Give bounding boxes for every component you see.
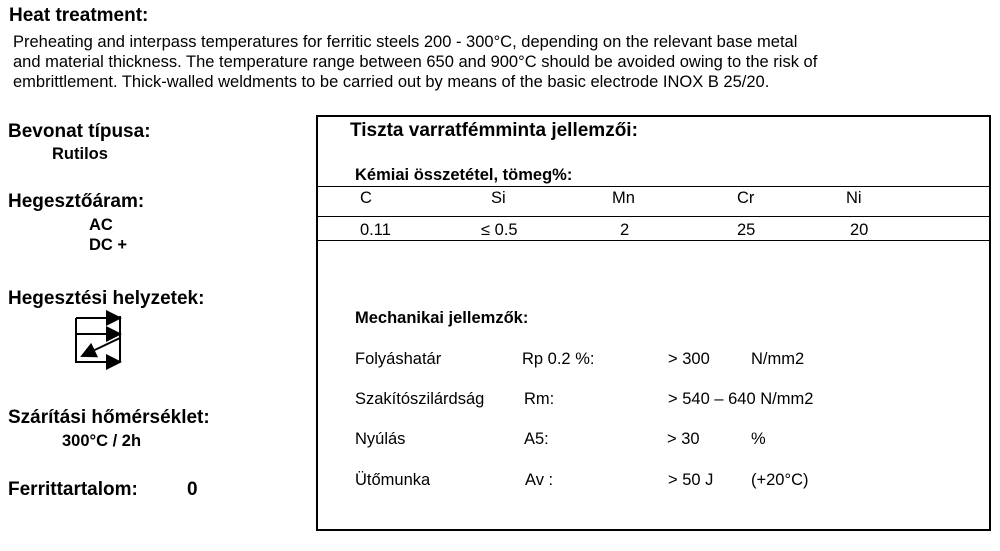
chem-header-si: Si <box>491 189 506 207</box>
current-label: Hegesztőáram: <box>8 191 145 212</box>
chem-values-bottom-rule <box>316 240 991 241</box>
drying-label: Szárítási hőmérséklet: <box>8 407 210 428</box>
mech-row-value: > 540 – 640 N/mm2 <box>668 390 814 408</box>
mech-row-name: Szakítószilárdság <box>355 390 485 408</box>
chem-value-ni: 20 <box>850 221 869 239</box>
chem-value-si: ≤ 0.5 <box>481 221 518 239</box>
chem-header-mn: Mn <box>612 189 635 207</box>
mech-row-symbol: Rp 0.2 %: <box>522 350 595 368</box>
current-value-dc: DC + <box>89 236 128 254</box>
chem-header-top-rule <box>316 186 991 187</box>
mech-row-unit: N/mm2 <box>751 350 805 368</box>
mech-row-unit: % <box>751 430 766 448</box>
positions-label: Hegesztési helyzetek: <box>8 288 205 309</box>
welding-positions-icon <box>66 310 130 372</box>
box-title: Tiszta varratfémminta jellemzői: <box>350 120 638 141</box>
mech-row-symbol: Av : <box>525 471 554 489</box>
heat-treatment-line-3: embrittlement. Thick-walled weldments to be carried out by means of the basic electrode INOX B 25/20. <box>13 73 770 91</box>
chem-header-bottom-rule <box>316 216 991 217</box>
ferrite-value: 0 <box>187 479 198 500</box>
heat-treatment-line-2: and material thickness. The temperature range between 650 and 900°C should be avoided owing to the risk of <box>13 53 818 71</box>
chem-header-c: C <box>360 189 372 207</box>
mech-row-value: > 30 <box>667 430 700 448</box>
coating-value: Rutilos <box>52 145 108 163</box>
mech-row-name: Nyúlás <box>355 430 406 448</box>
current-value-ac: AC <box>89 216 113 234</box>
chem-header-cr: Cr <box>737 189 755 207</box>
chem-header-ni: Ni <box>846 189 862 207</box>
mech-row-symbol: Rm: <box>524 390 555 408</box>
ferrite-label: Ferrittartalom: <box>8 479 138 500</box>
mech-row-value: > 300 <box>668 350 710 368</box>
mech-row-name: Folyáshatár <box>355 350 442 368</box>
coating-label: Bevonat típusa: <box>8 121 151 142</box>
mech-row-name: Ütőmunka <box>355 471 431 489</box>
mech-title: Mechanikai jellemzők: <box>355 309 529 327</box>
drying-value: 300°C / 2h <box>62 432 142 450</box>
mech-row-unit: (+20°C) <box>751 471 809 489</box>
chem-title: Kémiai összetétel, tömeg%: <box>355 166 573 184</box>
mech-row-value: > 50 J <box>668 471 714 489</box>
heat-treatment-line-1: Preheating and interpass temperatures for ferritic steels 200 - 300°C, depending on the relevant base metal <box>13 33 798 51</box>
chem-value-c: 0.11 <box>360 221 391 239</box>
chem-value-mn: 2 <box>620 221 630 239</box>
chem-value-cr: 25 <box>737 221 756 239</box>
heat-treatment-title: Heat treatment: <box>9 5 149 26</box>
mech-row-symbol: A5: <box>524 430 549 448</box>
